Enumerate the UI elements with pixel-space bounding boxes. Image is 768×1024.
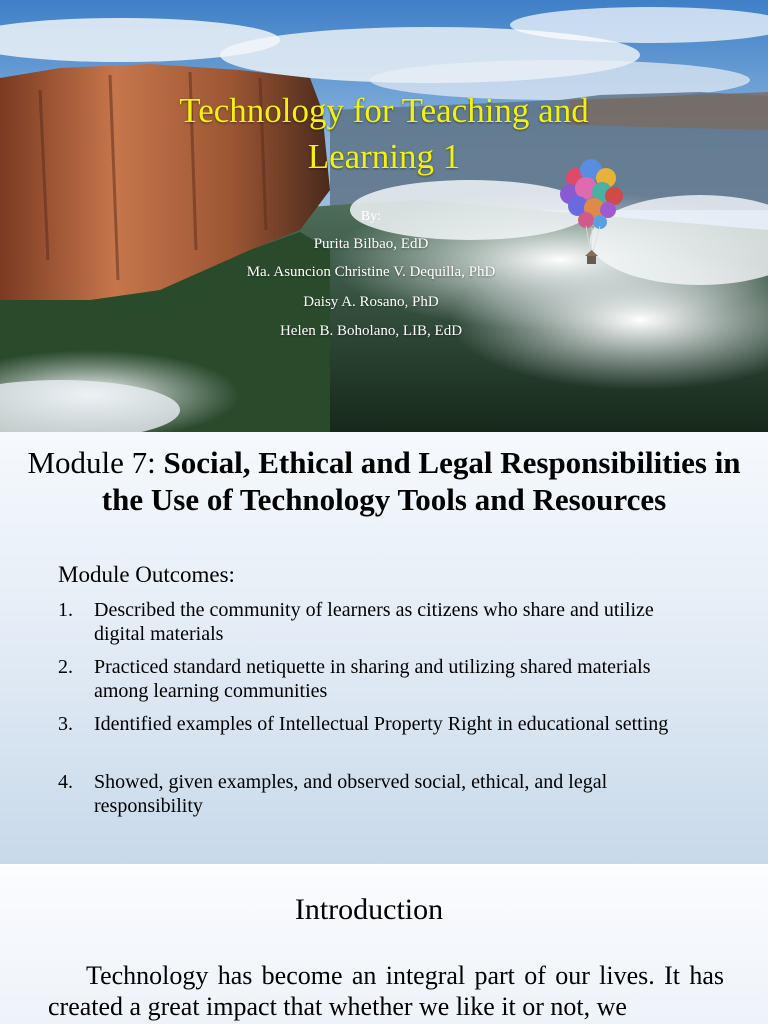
introduction-body: Technology has become an integral part of our lives. It has created a great impact that whether we like it or not, we <box>48 961 724 1021</box>
cover-title-line-1: Technology for Teaching and <box>179 91 589 130</box>
module-number: Module 7: <box>27 445 164 480</box>
author-name: Helen B. Boholano, LIB, EdD <box>279 323 463 339</box>
outcome-item <box>58 598 698 646</box>
module-slide <box>0 432 768 864</box>
outcome-text: Described the community of learners as citizens who share and utilize digital materials <box>94 599 654 645</box>
outcome-number: 1. <box>58 599 73 621</box>
module-outcomes-heading: Module Outcomes: <box>58 562 235 587</box>
author-name: Daisy A. Rosano, PhD <box>303 294 439 310</box>
cover-title-line-2: Learning 1 <box>307 137 461 176</box>
outcome-number: 2. <box>58 656 73 678</box>
module-title-text: Social, Ethical and Legal Responsibilities in the Use of Technology Tools and Resources <box>101 445 741 517</box>
author-name: Ma. Asuncion Christine V. Dequilla, PhD <box>246 264 496 280</box>
introduction-slide <box>0 866 768 1024</box>
outcome-text: Practiced standard netiquette in sharing and utilizing shared materials among learning communities <box>94 656 651 702</box>
module-title <box>20 444 748 518</box>
outcome-text: Identified examples of Intellectual Property Right in educational setting <box>94 713 669 735</box>
outcome-text: Showed, given examples, and observed social, ethical, and legal responsibility <box>94 771 608 817</box>
cover-by-label: By: <box>360 209 382 224</box>
outcome-item <box>58 712 698 736</box>
outcome-number: 4. <box>58 771 73 793</box>
outcome-item <box>58 770 698 818</box>
introduction-heading: Introduction <box>294 893 444 926</box>
outcome-number: 3. <box>58 713 73 735</box>
outcome-item <box>58 655 698 703</box>
author-name: Purita Bilbao, EdD <box>313 236 429 252</box>
cover-slide <box>0 0 768 432</box>
